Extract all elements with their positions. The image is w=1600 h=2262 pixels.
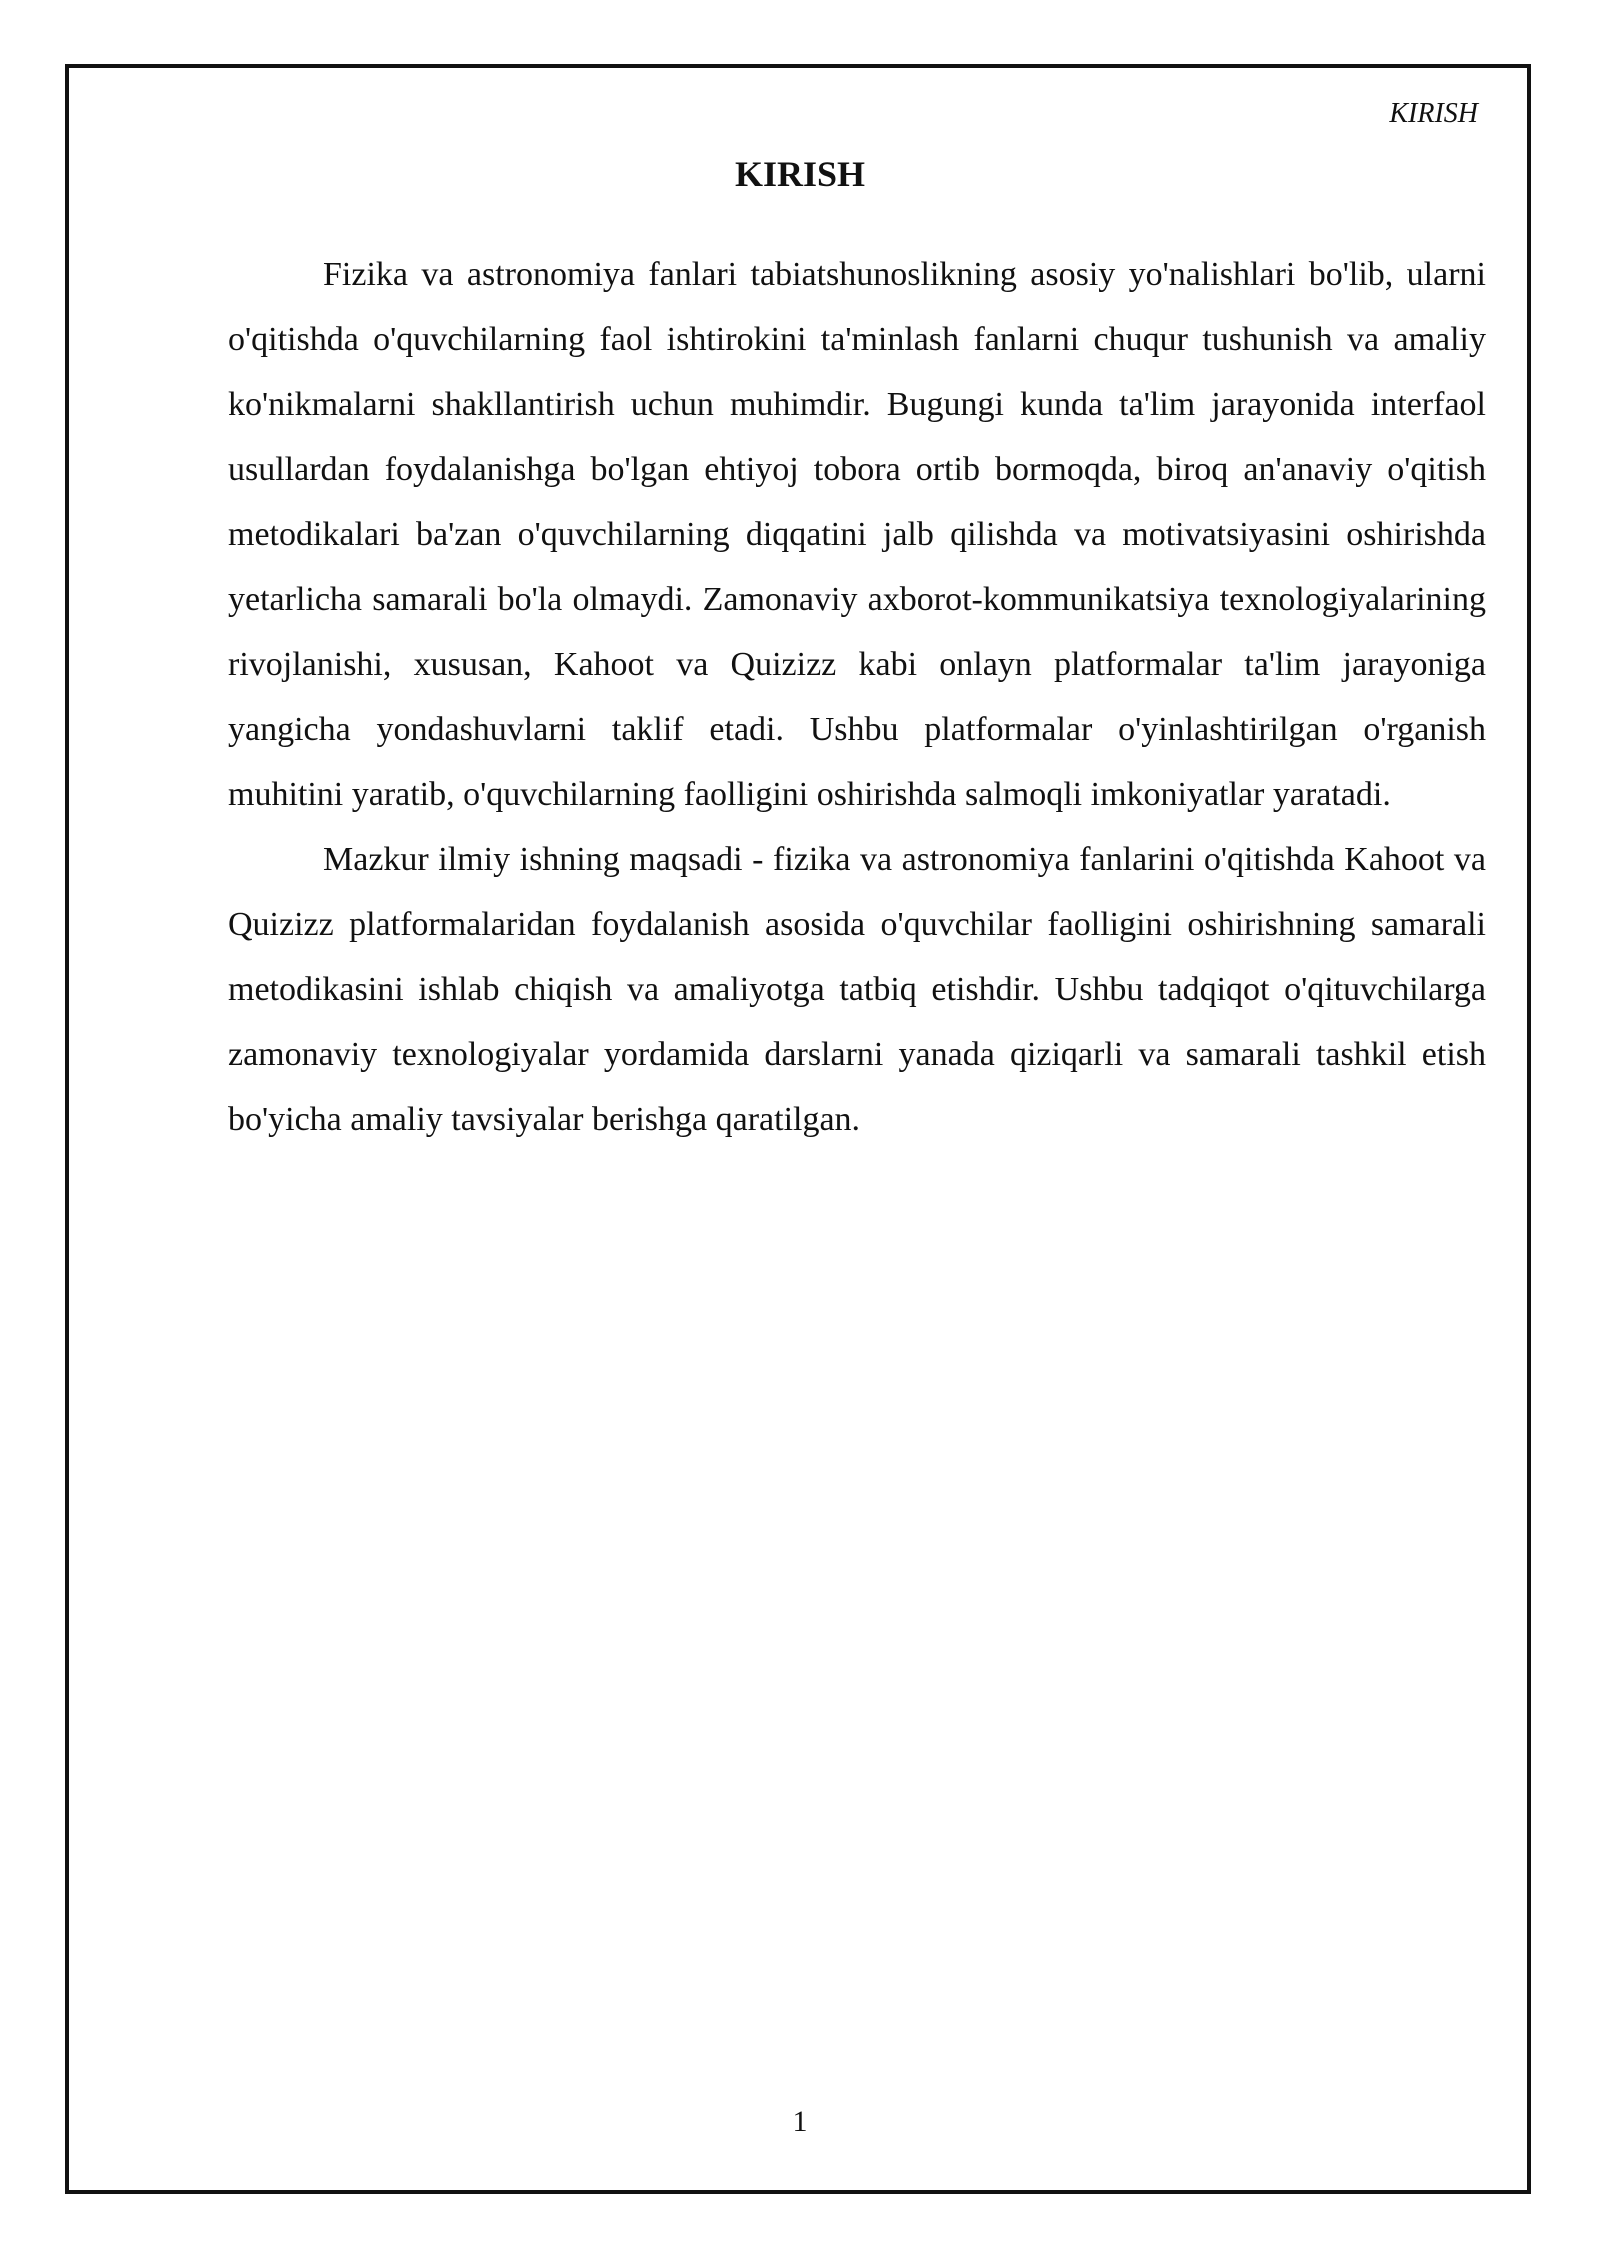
- body-text: [228, 242, 1486, 1152]
- page-number: 1: [792, 2105, 808, 2138]
- paragraph-1: Fizika va astronomiya fanlari tabiatshunoslikning asosiy yo'nalishlari bo'lib, ularni o'qitishda o'quvchilarning faol ishtirokini ta'minlash fanlarni chuqur tushunish va amaliy ko'nikmalarni shakllantirish uchun muhimdir. Bugungi kunda ta'lim jarayonida interfaol usullardan foydalanishga bo'lgan ehtiyoj tobora ortib bormoqda, biroq an'anaviy o'qitish metodikalari ba'zan o'quvchilarning diqqatini jalb qilishda va motivatsiyasini oshirishda yetarlicha samarali bo'la olmaydi. Zamonaviy axborot-kommunikatsiya texnologiyalarining rivojlanishi, xususan, Kahoot va Quizizz kabi onlayn platformalar ta'lim jarayoniga yangicha yondashuvlarni taklif etadi. Ushbu platformalar o'yinlashtirilgan o'rganish muhitini yaratib, o'quvchilarning faolligini oshirishda salmoqli imkoniyatlar yaratadi.: [228, 256, 1486, 813]
- paragraph-2: Mazkur ilmiy ishning maqsadi - fizika va astronomiya fanlarini o'qitishda Kahoot va Quizizz platformalaridan foydalanish asosida o'quvchilar faolligini oshirishning samarali metodikasini ishlab chiqish va amaliyotga tatbiq etishdir. Ushbu tadqiqot o'qituvchilarga zamonaviy texnologiyalar yordamida darslarni yanada qiziqarli va samarali tashkil etish bo'yicha amaliy tavsiyalar berishga qaratilgan.: [228, 841, 1486, 1138]
- page-title: KIRISH: [734, 154, 866, 194]
- running-header: KIRISH: [1389, 98, 1478, 129]
